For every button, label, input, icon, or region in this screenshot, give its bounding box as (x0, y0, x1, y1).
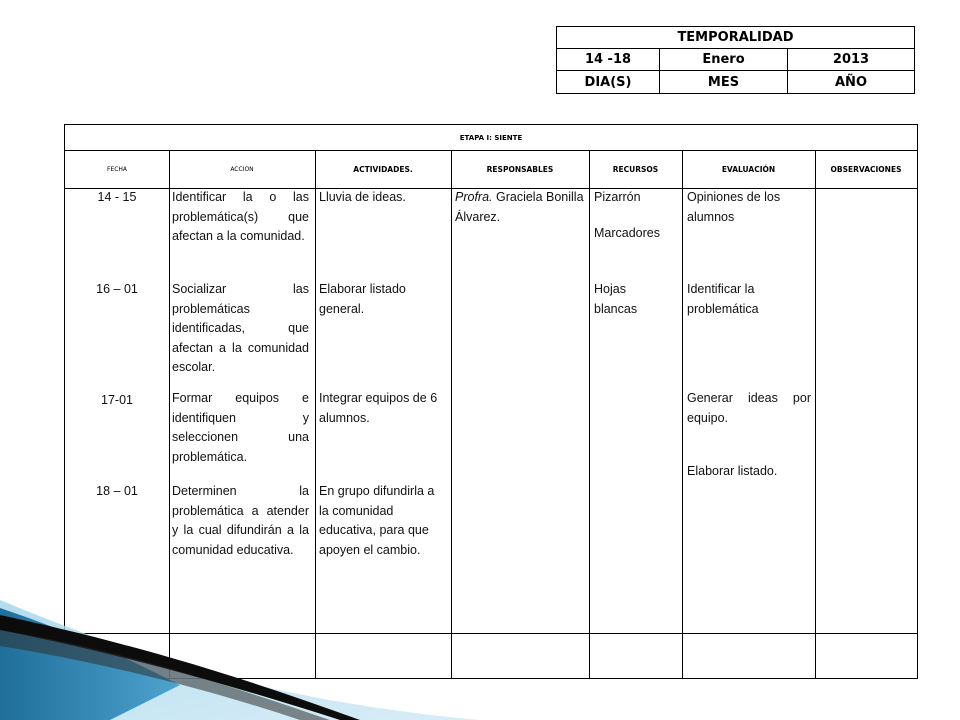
responsable-cell (455, 188, 585, 227)
temporalidad-dias-label: DIA(S) (557, 71, 660, 93)
temporalidad-mes-label: MES (660, 71, 788, 93)
responsable-title: Profra. (455, 190, 493, 204)
col-header-actividades: ACTIVIDADES. (353, 164, 413, 174)
accion-cell: Socializar las problemáticas identificadas, que afectan a la comunidad escolar. (172, 282, 309, 374)
temporalidad-table (556, 26, 915, 94)
actividad-cell: Elaborar listado general. (319, 282, 406, 316)
temporalidad-title: TEMPORALIDAD (677, 30, 794, 45)
col-header-observaciones: OBSERVACIONES (830, 164, 902, 174)
col-header-evaluacion: EVALUACIÓN (721, 164, 776, 174)
accion-cell: Determinen la problemática a atender y la cual difundirán a la comunidad educativa. (172, 484, 309, 557)
col-header-recursos: RECURSOS (612, 164, 659, 174)
evaluacion-cell: Generar ideas por equipo. (687, 391, 811, 425)
responsable-name: Graciela Bonilla Álvarez. (455, 190, 584, 224)
evaluacion-cell: Opiniones de los alumnos (687, 190, 781, 224)
col-header-accion: ACCION (230, 165, 254, 173)
actividad-cell: En grupo difundirla a la comunidad educativa, para que apoyen el cambio. (319, 484, 435, 557)
decorative-swoosh (0, 590, 480, 720)
actividad-cell: Lluvia de ideas. (319, 190, 406, 204)
temporalidad-title-row (557, 27, 914, 49)
table-header-row (65, 150, 917, 189)
fecha-cell: 18 – 01 (96, 484, 138, 498)
temporalidad-mes-value: Enero (660, 49, 788, 70)
recurso-cell: Hojas blancas (594, 282, 638, 316)
column-divider (682, 150, 683, 678)
recurso-cell: Marcadores (594, 226, 660, 240)
evaluacion-cell: Identificar la problemática (687, 282, 759, 316)
accion-cell: Identificar la o las problemática(s) que afectan a la comunidad. (172, 190, 309, 243)
recurso-cell: Pizarrón (594, 190, 641, 204)
column-divider (815, 150, 816, 678)
etapa-title: ETAPA I: SIENTE (65, 125, 917, 151)
fecha-cell: 16 – 01 (96, 282, 138, 296)
fecha-cell: 14 - 15 (97, 190, 137, 204)
temporalidad-anio-label: AÑO (835, 74, 867, 90)
col-header-fecha: FECHA (106, 165, 128, 173)
temporalidad-values-row (557, 49, 914, 71)
temporalidad-labels-row (557, 71, 914, 93)
evaluacion-cell: Elaborar listado. (687, 464, 778, 478)
temporalidad-anio-value: 2013 (832, 52, 870, 67)
accion-cell: Formar equipos e identifiquen y seleccionen una problemática. (172, 391, 309, 464)
column-divider (589, 150, 590, 678)
temporalidad-dias-value: 14 -18 (557, 49, 660, 70)
fecha-cell: 17-01 (101, 393, 133, 407)
actividad-cell: Integrar equipos de 6 alumnos. (319, 391, 438, 425)
col-header-responsables: RESPONSABLES (486, 164, 554, 174)
